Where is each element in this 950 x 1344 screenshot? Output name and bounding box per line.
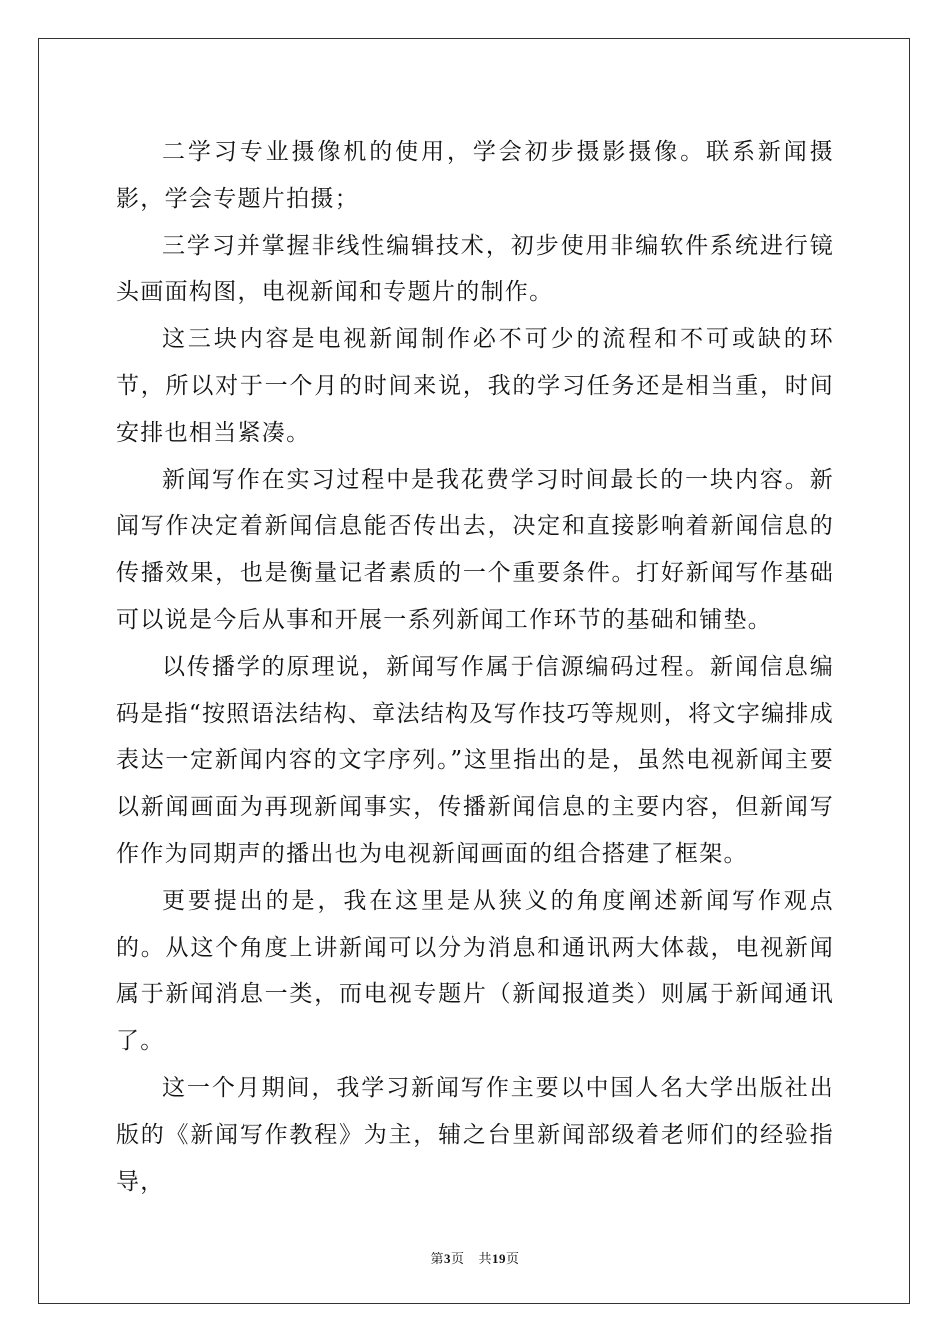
paragraph-1: 二学习专业摄像机的使用，学会初步摄影摄像。联系新闻摄影，学会专题片拍摄； bbox=[116, 139, 834, 212]
page-suffix: 页 bbox=[450, 1251, 465, 1266]
paragraph-6: 更要提出的是，我在这里是从狭义的角度阐述新闻写作观点的。从这个角度上讲新闻可以分为消息和通讯两大体裁，电视新闻属于新闻消息一类，而电视专题片（新闻报道类）则属于新闻通讯了。 bbox=[116, 887, 834, 1055]
page-number: 3 bbox=[443, 1251, 451, 1266]
total-prefix: 共 bbox=[478, 1251, 493, 1266]
total-pages: 19 bbox=[492, 1251, 507, 1266]
paragraph-5: 以传播学的原理说，新闻写作属于信源编码过程。新闻信息编码是指“按照语法结构、章法结构及写作技巧等规则，将文字编排成表达一定新闻内容的文字序列。”这里指出的是，虽然电视新闻主要以新闻画面为再现新闻事实，传播新闻信息的主要内容，但新闻写作作为同期声的播出也为电视新闻画面的组合搭建了框架。 bbox=[116, 653, 834, 867]
paragraph-7: 这一个月期间，我学习新闻写作主要以中国人名大学出版社出版的《新闻写作教程》为主，辅之台里新闻部级着老师们的经验指导， bbox=[116, 1074, 834, 1195]
document-body bbox=[116, 129, 834, 1205]
total-suffix: 页 bbox=[506, 1251, 520, 1266]
paragraph-4: 新闻写作在实习过程中是我花费学习时间最长的一块内容。新闻写作决定着新闻信息能否传出去，决定和直接影响着新闻信息的传播效果，也是衡量记者素质的一个重要条件。打好新闻写作基础可以说是今后从事和开展一系列新闻工作环节的基础和铺垫。 bbox=[116, 466, 834, 633]
paragraph-2: 三学习并掌握非线性编辑技术，初步使用非编软件系统进行镜头画面构图，电视新闻和专题片的制作。 bbox=[116, 232, 834, 306]
paragraph-3: 这三块内容是电视新闻制作必不可少的流程和不可或缺的环节，所以对于一个月的时间来说，我的学习任务还是相当重，时间安排也相当紧凑。 bbox=[116, 326, 834, 446]
page-prefix: 第 bbox=[430, 1251, 444, 1266]
page-footer bbox=[0, 1248, 950, 1267]
